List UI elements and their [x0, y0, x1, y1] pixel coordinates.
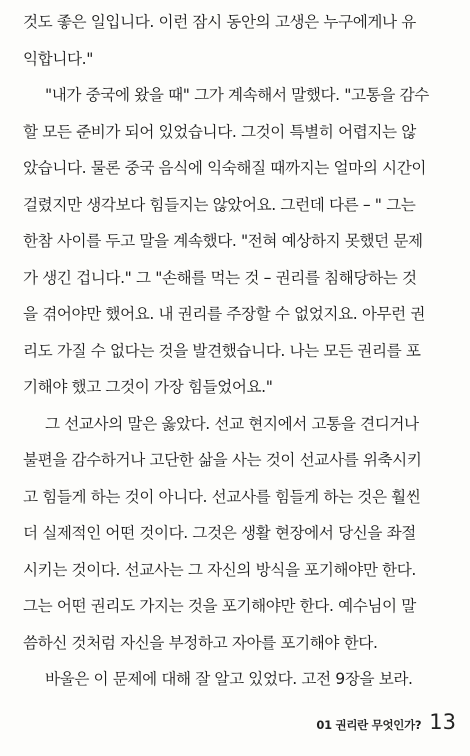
body-text	[23, 4, 453, 698]
paragraph	[23, 77, 453, 406]
paragraph	[23, 406, 453, 662]
text-line: 것도 좋은 일입니다. 이런 잠시 동안의 고생은 누구에게나 유	[23, 13, 416, 31]
running-footer	[316, 710, 456, 734]
text-line: 할 모든 준비가 되어 있었습니다. 그것이 특별히 어렵지는 않	[23, 122, 416, 141]
paragraph	[23, 661, 453, 698]
text-line: 씀하신 것처럼 자신을 부정하고 자아를 포기해야 한다.	[23, 633, 378, 652]
page-number: 13	[429, 710, 456, 734]
text-line: 더 실제적인 어떤 것이다. 그것은 생활 현장에서 당신을 좌절	[23, 524, 416, 542]
text-line: 걸렸지만 생각보다 힘들지는 않았어요. 그런데 다른 – " 그는	[23, 195, 416, 214]
text-line: 았습니다. 물론 중국 음식에 익숙해질 때까지는 얼마의 시간이	[23, 159, 427, 177]
text-line: 기해야 했고 그것이 가장 힘들었어요."	[23, 378, 273, 396]
text-line: 을 겪어야만 했어요. 내 권리를 주장할 수 없었지요. 아무런 권	[23, 305, 426, 323]
text-line: 바울은 이 문제에 대해 잘 알고 있었다. 고전 9장을 보라.	[45, 670, 413, 688]
text-line: 가 생긴 겁니다." 그 "손해를 먹는 것 – 권리를 침해당하는 것	[23, 268, 417, 287]
text-line: 시키는 것이다. 선교사는 그 자신의 방식을 포기해야만 한다.	[23, 560, 416, 579]
chapter-title: 01 권리란 무엇인가?	[316, 718, 422, 732]
text-line: 그 선교사의 말은 옳았다. 선교 현지에서 고통을 견디거나	[45, 414, 419, 433]
text-line: 리도 가질 수 없다는 것을 발견했습니다. 나는 모든 권리를 포	[23, 341, 421, 360]
paragraph	[23, 4, 453, 77]
text-line: 불편을 감수하거나 고단한 삶을 사는 것이 선교사를 위축시키	[23, 451, 422, 469]
text-line: 익합니다."	[23, 49, 93, 68]
text-line: 그는 어떤 권리도 가지는 것을 포기해야만 한다. 예수님이 말	[23, 597, 416, 615]
text-line: "내가 중국에 왔을 때" 그가 계속해서 말했다. "고통을 감수	[45, 86, 429, 104]
text-line: 고 힘들게 하는 것이 아니다. 선교사를 힘들게 하는 것은 훨씬	[23, 487, 421, 506]
text-line: 한참 사이를 두고 말을 계속했다. "전혀 예상하지 못했던 문제	[23, 232, 423, 250]
